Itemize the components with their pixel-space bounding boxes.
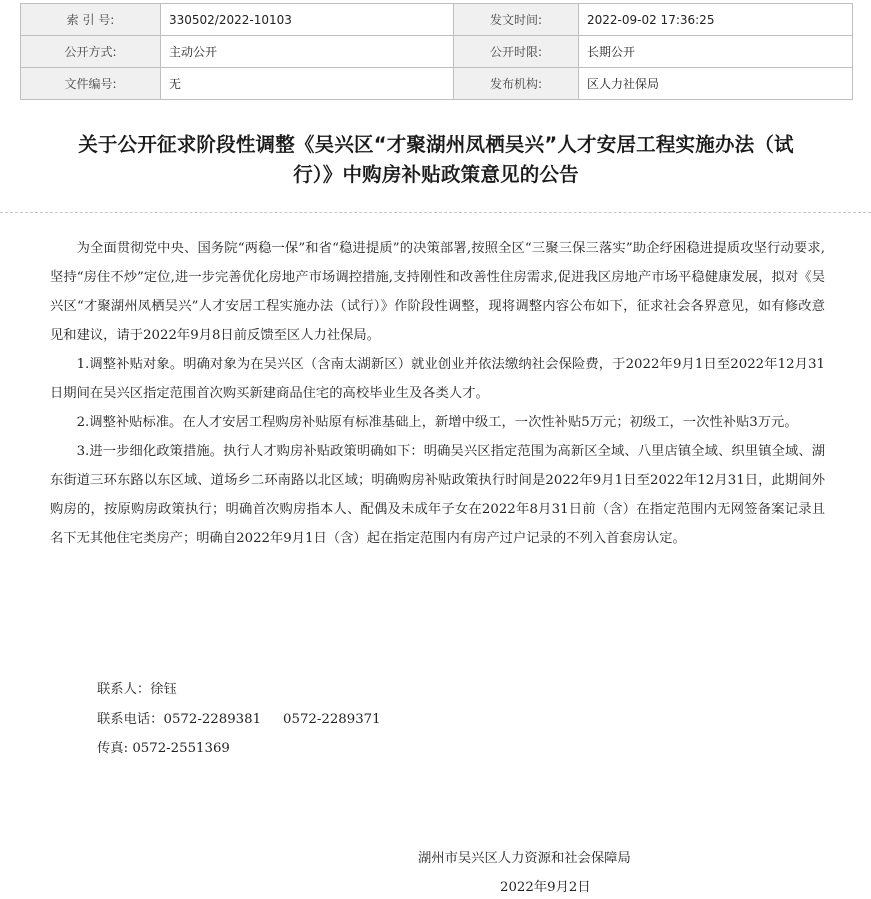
dashed-divider [0, 212, 871, 213]
item-paragraph: 2.调整补贴标准。在人才安居工程购房补贴原有标准基础上，新增中级工，一次性补贴5万元；初级工，一次性补贴3万元。 [76, 415, 798, 430]
contact-phone-2: 0572-2289371 [283, 712, 381, 727]
contact-person [97, 678, 177, 697]
publishing-agency-label: 发布机构: [454, 68, 579, 100]
publish-time-value: 2022-09-02 17:36:25 [579, 4, 853, 36]
document-metadata-table [20, 3, 853, 100]
signature-date: 2022年9月2日 [500, 880, 591, 895]
contact-fax [97, 737, 230, 756]
document-number-value: 无 [161, 68, 454, 100]
index-number-label: 索 引 号: [21, 4, 161, 36]
document-number-label: 文件编号: [21, 68, 161, 100]
publishing-agency-value: 区人力社保局 [579, 68, 853, 100]
title-line: 关于公开征求阶段性调整《吴兴区“才聚湖州凤栖吴兴”人才安居工程实施办法（试 [78, 133, 794, 156]
publish-time-label: 发文时间: [454, 4, 579, 36]
contact-phone-label: 联系电话： [97, 712, 164, 727]
disclosure-method-value: 主动公开 [161, 36, 454, 68]
page-title [18, 130, 854, 190]
contact-person-name: 徐钰 [150, 682, 177, 697]
contact-fax-label: 传真: [97, 741, 129, 756]
item-paragraph: 1.调整补贴对象。明确对象为在吴兴区（含南太湖新区）就业创业并依法缴纳社会保险费，于2022年9月1日至2022年12月31日期间在吴兴区指定范围首次购买新建商品住宅的高校毕业生及各类人才。 [50, 357, 825, 401]
metadata-row [21, 68, 853, 100]
disclosure-period-label: 公开时限: [454, 36, 579, 68]
disclosure-period-value: 长期公开 [579, 36, 853, 68]
title-line: 行）》中购房补贴政策意见的公告 [293, 163, 579, 186]
signature-organization: 湖州市吴兴区人力资源和社会保障局 [418, 851, 631, 866]
article-body [50, 234, 825, 553]
disclosure-method-label: 公开方式: [21, 36, 161, 68]
item-paragraph: 3.进一步细化政策措施。执行人才购房补贴政策明确如下：明确吴兴区指定范围为高新区全域、八里店镇全域、织里镇全域、湖东街道三环东路以东区域、道场乡二环南路以北区域；明确购房补贴政策执行时间是2022年9月1日至2022年12月31日，此期间外购房的，按原购房政策执行；明确首次购房指本人、配偶及未成年子女在2022年8月31日前（含）在指定范围内无网签备案记录且名下无其他住宅类房产；明确自2022年9月1日（含）起在指定范围内有房产过户记录的不列入首套房认定。 [50, 444, 825, 546]
index-number-value: 330502/2022-10103 [161, 4, 454, 36]
contact-phone [97, 708, 381, 727]
metadata-row [21, 36, 853, 68]
contact-person-label: 联系人： [97, 682, 151, 697]
contact-fax-number: 0572-2551369 [132, 741, 230, 756]
intro-paragraph: 为全面贯彻党中央、国务院“两稳一保”和省“稳进提质”的决策部署,按照全区“三聚三保三落实”助企纾困稳进提质攻坚行动要求,坚持“房住不炒”定位,进一步完善优化房地产市场调控措施,支持刚性和改善性住房需求,促进我区房地产市场平稳健康发展，拟对《吴兴区“才聚湖州凤栖吴兴”人才安居工程实施办法（试行）》作阶段性调整，现将调整内容公布如下，征求社会各界意见，如有修改意见和建议，请于2022年9月8日前反馈至区人力社保局。 [50, 241, 825, 343]
metadata-row [21, 4, 853, 36]
contact-phone-1: 0572-2289381 [163, 712, 262, 727]
